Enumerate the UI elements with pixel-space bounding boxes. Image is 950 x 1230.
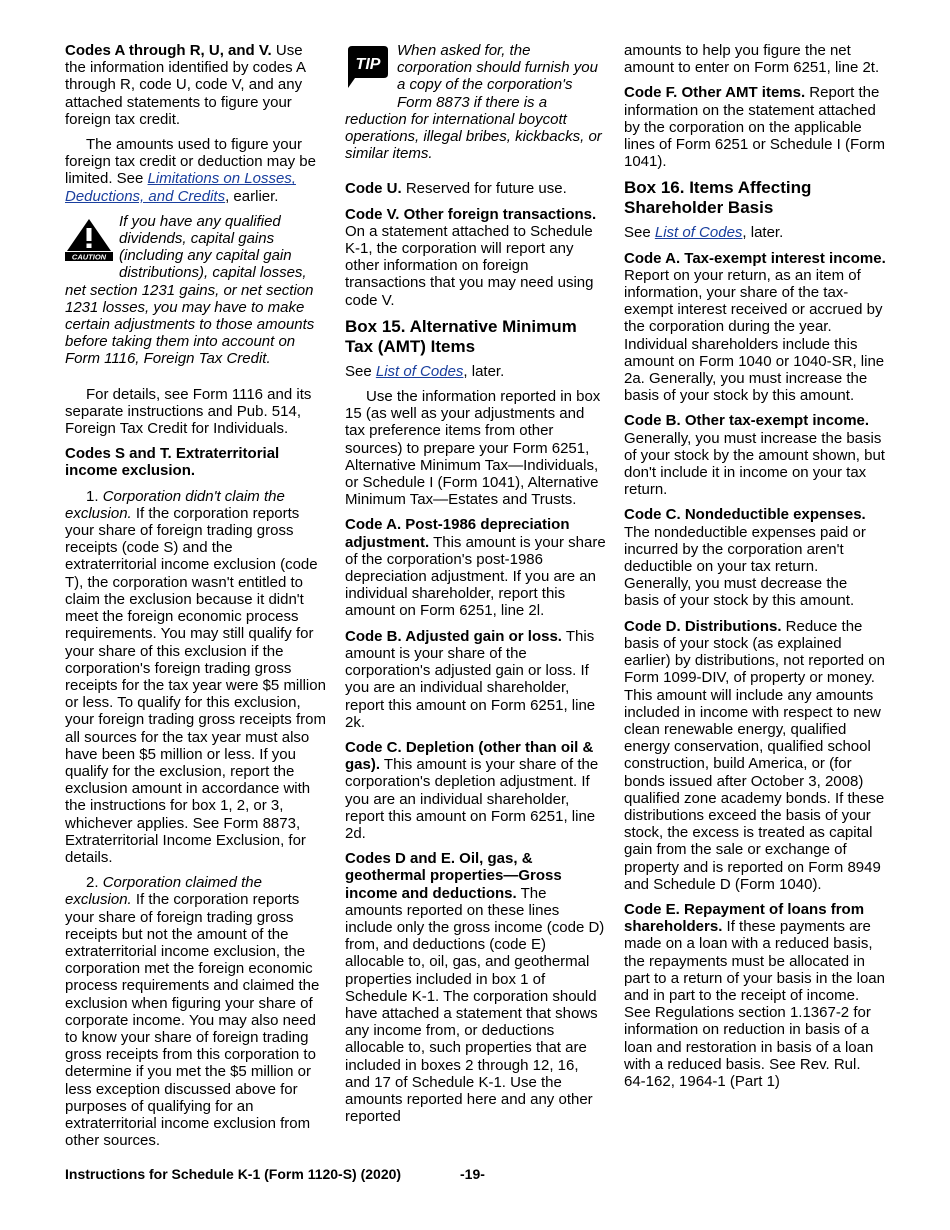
paragraph-code-u: Code U. Reserved for future use. xyxy=(345,180,567,198)
box16-heading: Box 16. Items Affecting Shareholder Basis xyxy=(624,178,812,218)
tip-icon xyxy=(345,44,391,94)
paragraph-code-c: Code C. Depletion (other than oil & gas). This amount is your share of the corporation's depletion adjustment. If you are an individual shareholder, report this amount on Form 6251, line 2d. xyxy=(345,738,599,842)
heading-codes-s-t: Codes S and T. Extraterritorial income exclusion. xyxy=(65,445,280,480)
column-3 xyxy=(624,42,886,1098)
paragraph-exclusion-1: 1. Corporation didn't claim the exclusion. If the corporation reports your share of foreign trading gross receipts (code S) and the extraterritorial income exclusion (code T), the corporation wasn't entitled to claim the exclusion because it didn't meet the foreign economic process requirements. You may still qualify for your share of this exclusion if the corporation's foreign trading gross receipts for the tax year were $5 million or less. To qualify for this exclusion, your foreign trading gross receipts from all sources for the tax year must also have been $5 million or less. If you qualify for the exclusion, report the exclusion amount in accordance with the instructions for box 1, 2, or 3, whichever applies. See Form 8873, Extraterritorial Income Exclusion, for details. xyxy=(65,487,326,866)
list-of-codes-link[interactable]: List of Codes xyxy=(375,362,464,380)
box16-see: See List of Codes, later. xyxy=(624,224,784,242)
list-of-codes-link[interactable]: List of Codes xyxy=(654,224,743,242)
svg-text:TIP: TIP xyxy=(355,56,381,73)
paragraph-codes-a-r: Codes A through R, U, and V. Use the information identified by codes A through R, code U, code V, and any attached statements to figure your foreign tax credit. xyxy=(65,42,306,128)
caution-note: CAUTION If you have any qualified dividends, capital gains (including any capital gain distributions), capital losses, net section 1231 gains, or net section 1231 losses, you may have to make certain adjustments to those amounts before taking them into account on Form 1116, Foreign Tax Credit. xyxy=(65,212,315,368)
paragraph-box16-code-e: Code E. Repayment of loans from shareholders. If these payments are made on a loan with a reduced basis, the repayments must be allocated in part to a return of your basis in the loan and in part to the receipt of income. See Regulations section 1.1367-2 for information on reduction in basis of a loan and restoration in basis of a loan with a reduced basis. See Rev. Rul. 64-162, 1964-1 (Part 1) xyxy=(624,900,885,1090)
paragraph-box16-code-a: Code A. Tax-exempt interest income. Report on your return, as an item of information, your share of the tax-exempt interest received or accrued by the corporation during the year. Individual shareholders include this amount on Form 1040 or 1040-SR, line 2a. Generally, you must increase the basis of your stock by this amount. xyxy=(624,249,886,405)
column-1 xyxy=(65,42,327,1157)
column-2 xyxy=(345,42,607,1133)
paragraph-codes-d-e: Codes D and E. Oil, gas, & geothermal properties—Gross income and deductions. The amounts reported on these lines include only the gross income (code D) from, and deductions (code E) allocable to, oil, gas, and geothermal properties included in box 1 of Schedule K-1. The corporation should have attached a statement that shows any income from, or deductions allocable to, such properties that are included in boxes 2 through 12, 16, and 17 of Schedule K-1. Use the amounts reported here and any other reported xyxy=(345,850,605,1126)
paragraph-limitations: The amounts used to figure your foreign tax credit or deduction may be limited. See Limitations on Losses, Deductions, and Credits, earlier. xyxy=(65,136,316,205)
page-number: -19- xyxy=(460,1166,485,1182)
svg-text:CAUTION: CAUTION xyxy=(71,252,107,261)
limitations-link[interactable]: Limitations on Losses, Deductions, and Credits xyxy=(65,170,296,205)
paragraph-box16-code-d: Code D. Distributions. Reduce the basis of your stock (as explained earlier) by distributions, not reported on Form 1099-DIV, of property or money. This amount will include any amounts included in income with respect to new clean renewable energy, qualified energy conservation, qualified school construction, build America, or (for bonds issued after October 3, 2008) qualified zone academy bonds. If these distributions exceed the basis of your stock, the excess is treated as capital gain from the sale or exchange of property and is reported on Form 8949 and Schedule D (Form 1040). xyxy=(624,617,885,893)
tip-note: TIP When asked for, the corporation should furnish you a copy of the corporation's Form 8873 if there is a reduction for international boycott operations, illegal bribes, kickbacks, or similar items. xyxy=(345,42,602,163)
paragraph-code-a: Code A. Post-1986 depreciation adjustment. This amount is your share of the corporation's post-1986 depreciation adjustment. If you are an individual shareholder, report this amount on Form 6251, line 2l. xyxy=(345,516,606,620)
paragraph-code-f: Code F. Other AMT items. Report the information on the statement attached by the corporation on the applicable lines of Form 6251 or Schedule I (Form 1041). xyxy=(624,84,885,171)
footer-title: Instructions for Schedule K-1 (Form 1120-S) (2020) xyxy=(65,1166,402,1182)
caution-icon xyxy=(65,217,113,265)
box15-see: See List of Codes, later. xyxy=(345,362,505,380)
heading-codes-a-r: Codes A through R, U, and V. xyxy=(65,42,272,59)
box15-intro: Use the information reported in box 15 (as well as your adjustments and tax preference items from other sources) to prepare your Form 6251, Alternative Minimum Tax—Individuals, or Schedule I (Form 1041), Alternative Minimum Tax—Estates and Trusts. xyxy=(345,388,601,509)
paragraph-box16-code-b: Code B. Other tax-exempt income. Generally, you must increase the basis of your stock by the amount shown, but don't include it in income on your tax return. xyxy=(624,412,885,499)
paragraph-box16-code-c: Code C. Nondeductible expenses. The nondeductible expenses paid or incurred by the corporation aren't deductible on your tax return. Generally, you must decrease the basis of your stock by this amount. xyxy=(624,506,866,610)
paragraph-continued: amounts to help you figure the net amount to enter on Form 6251, line 2t. xyxy=(624,42,880,77)
paragraph-code-b: Code B. Adjusted gain or loss. This amount is your share of the corporation's adjusted gain or loss. If you are an individual shareholder, report this amount on Form 6251, line 2k. xyxy=(345,627,596,731)
paragraph-details: For details, see Form 1116 and its separate instructions and Pub. 514, Foreign Tax Credit for Individuals. xyxy=(65,385,312,438)
box15-heading: Box 15. Alternative Minimum Tax (AMT) Items xyxy=(345,316,577,356)
paragraph-code-v: Code V. Other foreign transactions. On a statement attached to Schedule K-1, the corporation will report any other information on foreign transactions that you may need using code V. xyxy=(345,205,597,309)
paragraph-exclusion-2: 2. Corporation claimed the exclusion. If the corporation reports your share of foreign trading gross receipts but not the amount of the extraterritorial income exclusion, the corporation met the foreign economic process requirements and claimed the exclusion when figuring your share of corporate income. You may also need to know your share of foreign trading gross receipts from this corporation to determine if you met the $5 million or less exception discussed above for purposes of qualifying for an extraterritorial income exclusion from other sources. xyxy=(65,874,320,1150)
